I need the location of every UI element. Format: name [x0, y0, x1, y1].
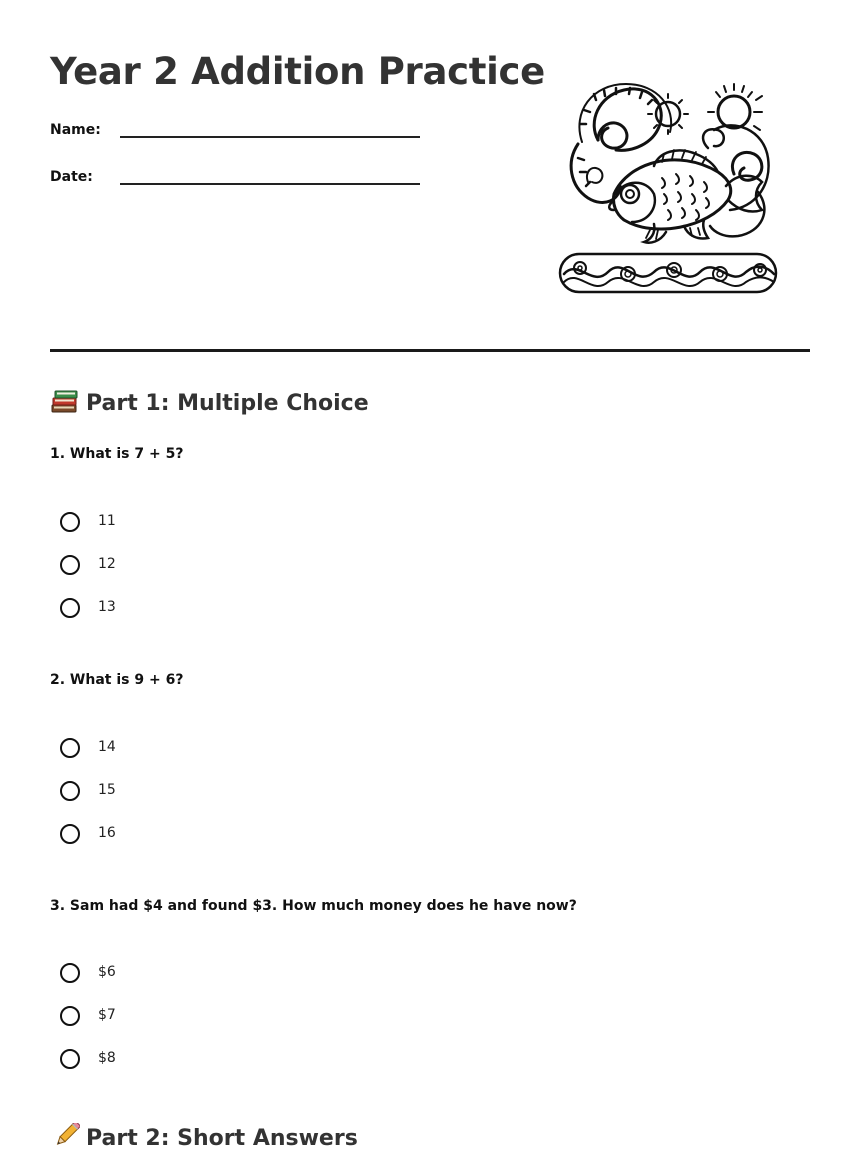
part2-title: Part 2: Short Answers: [86, 1126, 358, 1151]
worksheet-page: [50, 0, 810, 1161]
page-title: Year 2 Addition Practice: [50, 50, 545, 93]
part2-heading: [50, 1123, 358, 1151]
question-1-text: 1. What is 7 + 5?: [50, 446, 184, 462]
question-3: [50, 898, 810, 914]
part1-heading: [50, 388, 369, 416]
radio-button[interactable]: [60, 824, 80, 844]
fish-sun-waves-illustration: [558, 82, 782, 298]
pencil-icon: [50, 1123, 80, 1149]
option-label: $7: [98, 1007, 116, 1023]
radio-button[interactable]: [60, 963, 80, 983]
question-2-text: 2. What is 9 + 6?: [50, 672, 184, 688]
radio-button[interactable]: [60, 555, 80, 575]
option-label: 11: [98, 513, 116, 529]
radio-button[interactable]: [60, 1006, 80, 1026]
header-divider: [50, 349, 810, 352]
option-label: 12: [98, 556, 116, 572]
books-icon: [50, 388, 80, 414]
radio-button[interactable]: [60, 598, 80, 618]
date-label: Date:: [50, 169, 93, 185]
radio-button[interactable]: [60, 1049, 80, 1069]
option-label: 15: [98, 782, 116, 798]
radio-button[interactable]: [60, 738, 80, 758]
name-field[interactable]: [50, 122, 430, 152]
question-3-text: 3. Sam had $4 and found $3. How much money does he have now?: [50, 898, 577, 914]
date-input-line[interactable]: [120, 183, 420, 185]
option-label: 16: [98, 825, 116, 841]
option-label: 14: [98, 739, 116, 755]
option-label: $6: [98, 964, 116, 980]
date-field[interactable]: [50, 169, 430, 199]
name-input-line[interactable]: [120, 136, 420, 138]
option-label: 13: [98, 599, 116, 615]
question-2: [50, 672, 810, 688]
part1-title: Part 1: Multiple Choice: [86, 391, 369, 416]
question-1: [50, 446, 810, 462]
option-label: $8: [98, 1050, 116, 1066]
radio-button[interactable]: [60, 512, 80, 532]
radio-button[interactable]: [60, 781, 80, 801]
name-label: Name:: [50, 122, 101, 138]
